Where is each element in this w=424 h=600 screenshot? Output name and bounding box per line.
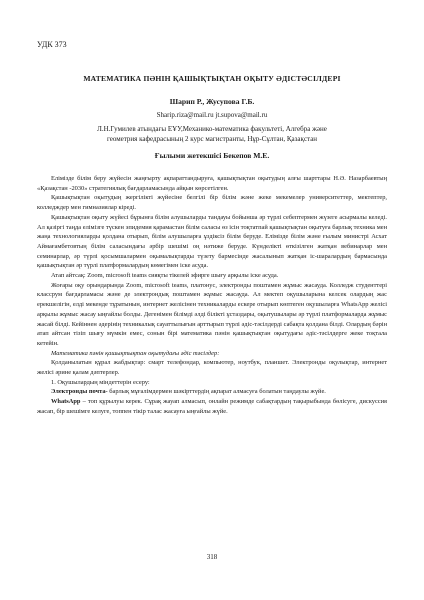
term-label: Электронды почта- bbox=[51, 388, 108, 396]
article-title: МАТЕМАТИКА ПӘНІН ҚАШЫҚТЫҚТАН ОҚЫТУ ӘДІСТӘСІЛДЕРІ bbox=[83, 74, 341, 83]
paragraph bbox=[37, 387, 387, 397]
term-label: WhatsApp bbox=[51, 398, 81, 406]
udk-code: УДК 373 bbox=[37, 40, 67, 49]
paragraph: Атап айтсақ: Zoom, microsoft teams сияқты тікелей эфирге шығу арқылы іске асуда. bbox=[51, 272, 279, 280]
article-body bbox=[37, 174, 387, 417]
paragraph bbox=[37, 397, 387, 416]
page-number: 318 bbox=[206, 553, 218, 561]
paragraph: Қашықтықтан оқыту жүйесі бұрынға білім алушыларды тандауы бойынша әр түрлі себептермен жүзеге асырмалы келеді. Ал қазіргі таңда елімізге түскен эпидемия қарамастан білім саласы өз ісін тоқтатпай қашықтықтан оқытуға барлық техника мен жаңа технологияларды қолдана отырып, білім алушыларға ұздіксіз білім беруде. Елімізде білім және ғылым министрі Асхат Аймағамбетовтың білім саласындағы әрбір шешімі оң нәтиже беруде. Күнделікті өткізілген жатқан вебинарлар мен семинарлар, әр түрлі қосымшалармен оқымалықтарды түзету бармесінде жасалынып жатқан іс-шаралардың бармасында қашықтықтан әр түрлі платформалардың көмегімен іске асуда. bbox=[37, 213, 387, 270]
paragraph: Қашықтықтан оқытудың жергілікті жүйесіне белгілі бір білім және жеке мекемелер университеттер, мектептер, колледждер мен гимназиялар кіреді. bbox=[37, 194, 387, 212]
paragraph: 1. Оқушылардың міндеттерін есеру: bbox=[51, 378, 150, 386]
paragraph: Қолданылатын құрал жабдықтар: смарт телефондар, компьютер, ноутбук, планшет. Электронды оқулықтар, интернет желісі әрине қалам дәптерлер. bbox=[37, 359, 387, 377]
paragraph: Математика пәнін қашықтықтан оқытудағы әдіс тәсілдер: bbox=[51, 349, 220, 357]
term-text: барлық мұғалімдермен шәкірттердің ақпарат алмасуға болатын таңдаулы жүйе. bbox=[107, 388, 326, 396]
paragraph: Еліміздe білім беру жүйесін жаңғырту ақпараттандыруға, қашықтықтан оқытудың алғы шарттары Н.Ә. Назарбаевтың «Қазақстан -2030» стратегиялық бағдарламасында айқын көрсетілген. bbox=[37, 175, 387, 192]
term-text: – топ құрылуы керек. Сұрақ жауап алмасып, онлайн режимде сабақтардың тақырыбында бөлісуге, дискуссия жасап, бір шешімге келуге, топпен тікір талас жасауға ыңғайлы жүйе. bbox=[37, 398, 387, 415]
author-emails: Sharip.riza@mail.ru jt.supova@mail.ru bbox=[156, 111, 268, 119]
authors: Шарип Р., Жусупова Г.Б. bbox=[169, 97, 255, 106]
author-affiliation: Л.Н.Гумилев атындағы ЕҰУ,Механико-математика факультеті, Алгебра және геометрия кафедрасының 2 курс магистранты, Нұр-Сұлтан, Қазақстан bbox=[97, 125, 327, 143]
supervisor: Ғылыми жетекшісі Бекепов М.Е. bbox=[154, 151, 270, 160]
paragraph: Жоғары оқу орындарында Zoom, microsoft teams, платонус, электронды поштамен жұмыс жасауда. Колледж студенттері классрум бағдарламасы және де электрондық поштамен жұмыс жасауда. Ал мектеп оқушыларына келсек олардың жас ерекшелігін, елді мекенде тұратынын, интернет желісінен техникаларды ескере отырып көптеген оқушыларға WhatsApp желісі арқылы жұмыс жасау ыңғайлы болды. Дегенімен білімді әлді білікті ұстаздары, оқытушылары әр түрлі платформаларда жұмыс жасай білді. Кейіннен әдерінің техникалық сауаттылығын арттырып түрлі әдіс-тәсілдерді сабақта қолдана білді. Олардың бәрін атап айтсан тізіп шығу мүмкін емес, сонын бірі математика пәнін қашықтықтан оқытудағы әдіс-тәсілдерге жеке тоқтала кетейін. bbox=[37, 281, 387, 347]
